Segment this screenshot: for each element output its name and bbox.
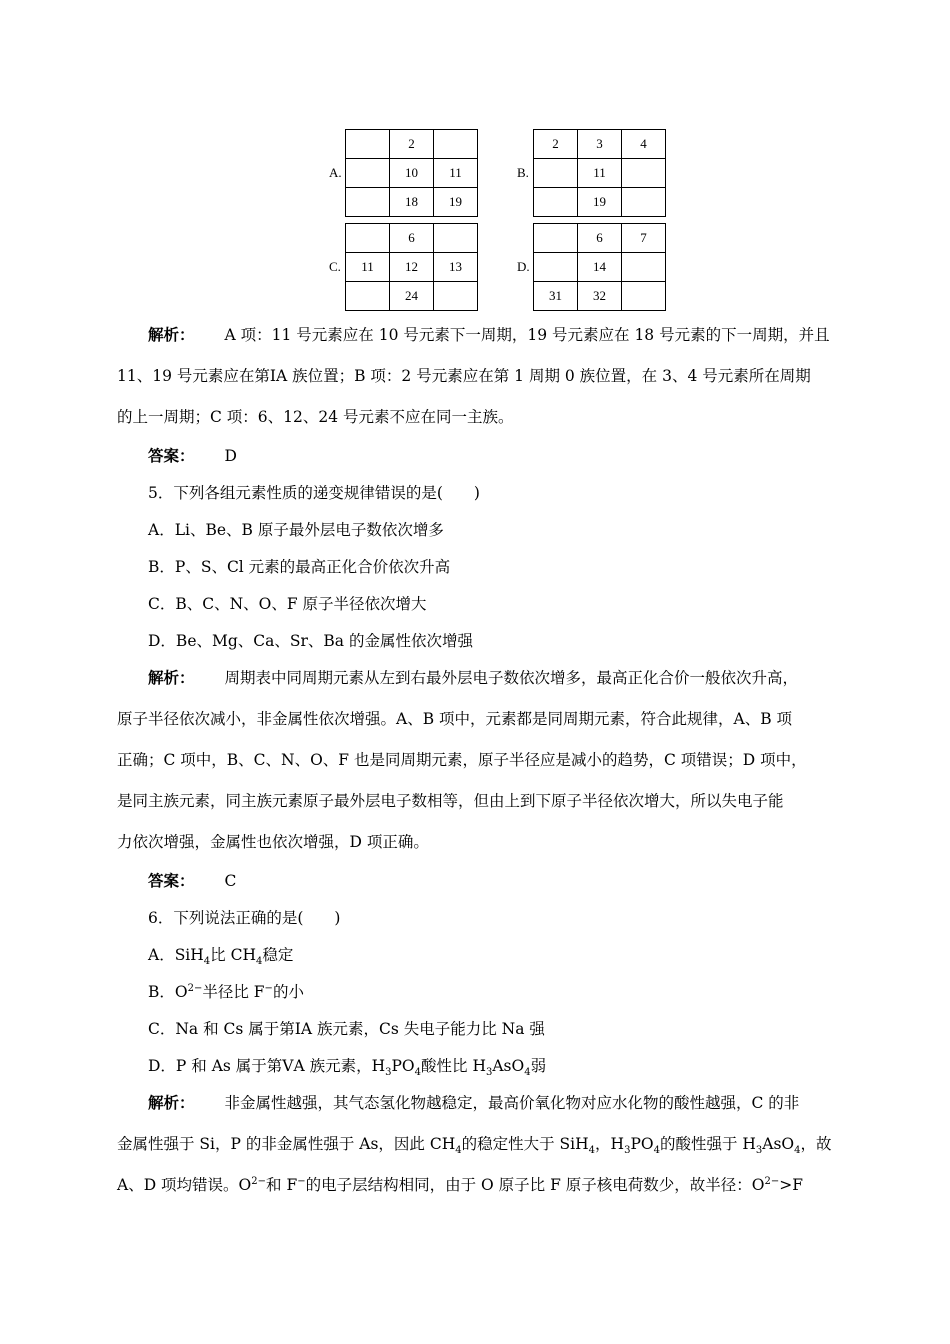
table-a-label: A.	[329, 165, 342, 180]
answer-label: 答案：	[148, 871, 195, 890]
table-cell: 24	[390, 282, 434, 311]
table-cell: 31	[534, 282, 578, 311]
table-b	[533, 129, 666, 217]
q6-analysis-line: 金属性强于 Si，P 的非金属性强于 As，因此 $CH_4$的稳定性大于 SiH$_4$，$H_3PO_4$的酸性强于 $H_3AsO_4$，故	[117, 1135, 832, 1157]
table-cell: 7	[622, 224, 666, 253]
table-cell	[622, 188, 666, 217]
table-cell: 2	[534, 130, 578, 159]
table-cell: 6	[578, 224, 622, 253]
table-cell	[622, 282, 666, 311]
table-row	[534, 159, 666, 188]
table-cell	[434, 282, 478, 311]
table-d	[533, 223, 666, 311]
table-cell: 11	[434, 159, 478, 188]
table-a	[345, 129, 478, 217]
table-cell: 6	[390, 224, 434, 253]
table-cell: 14	[578, 253, 622, 282]
table-row	[346, 282, 478, 311]
analysis-label: 解析：	[148, 1093, 195, 1112]
table-cell: 4	[622, 130, 666, 159]
table-b-label: B.	[517, 165, 529, 180]
table-row	[534, 188, 666, 217]
table-cell	[534, 188, 578, 217]
q5-stem: 5．下列各组元素性质的递变规律错误的是( )	[148, 484, 480, 502]
table-cell	[346, 130, 390, 159]
table-d-label: D.	[517, 259, 530, 274]
table-row	[346, 253, 478, 282]
q5-analysis-line: 力依次增强，金属性也依次增强，D 项正确。	[117, 833, 429, 851]
q4-analysis-line: 解析： A 项：11 号元素应在 10 号元素下一周期，19 号元素应在 18 号元素的下一周期，并且	[148, 325, 830, 344]
q5-analysis-line: 是同主族元素，同主族元素原子最外层电子数相等，但由上到下原子半径依次增大，所以失电子能	[117, 792, 784, 810]
table-row	[534, 282, 666, 311]
table-row	[534, 253, 666, 282]
table-c	[345, 223, 478, 311]
q5-answer-value: C	[224, 872, 237, 890]
analysis-label: 解析：	[148, 325, 195, 344]
table-row	[346, 159, 478, 188]
q5-option-c: C．B、C、N、O、F 原子半径依次增大	[148, 595, 427, 613]
table-cell	[534, 224, 578, 253]
table-cell: 19	[578, 188, 622, 217]
table-cell	[434, 224, 478, 253]
table-cell: 2	[390, 130, 434, 159]
table-cell: 12	[390, 253, 434, 282]
table-cell: 19	[434, 188, 478, 217]
table-cell	[534, 253, 578, 282]
table-cell: 11	[578, 159, 622, 188]
table-cell: 10	[390, 159, 434, 188]
q4-answer	[148, 446, 237, 466]
table-cell: 11	[346, 253, 390, 282]
q4-answer-value: D	[224, 447, 237, 465]
table-row	[346, 188, 478, 217]
analysis-label: 解析：	[148, 668, 195, 687]
table-row	[534, 130, 666, 159]
table-cell: 18	[390, 188, 434, 217]
q6-option-d: D．P 和 As 属于第ⅤA 族元素，$H_3PO_4$酸性比 $H_3AsO_4$弱	[148, 1057, 547, 1079]
table-row	[346, 224, 478, 253]
q6-analysis-line: 解析： 非金属性越强，其气态氢化物越稳定，最高价氧化物对应水化物的酸性越强，C 的非	[148, 1093, 800, 1112]
answer-label: 答案：	[148, 446, 195, 465]
q5-option-b: B．P、S、Cl 元素的最高正化合价依次升高	[148, 558, 451, 576]
table-cell: 32	[578, 282, 622, 311]
table-cell	[534, 159, 578, 188]
table-cell	[622, 253, 666, 282]
table-row	[534, 224, 666, 253]
q5-option-d: D．Be、Mg、Ca、Sr、Ba 的金属性依次增强	[148, 632, 473, 650]
q4-analysis-line: 的上一周期；C 项：6、12、24 号元素不应在同一主族。	[117, 408, 514, 426]
q6-option-c: C．Na 和 Cs 属于第ⅠA 族元素，Cs 失电子能力比 Na 强	[148, 1020, 545, 1038]
table-c-label: C.	[329, 259, 341, 274]
table-cell	[434, 130, 478, 159]
q6-option-b: B．$O^{2-}$半径比 F−的小	[148, 982, 304, 1001]
q6-analysis-line: A、D 项均错误。$O^{2-}$和 F−的电子层结构相同，由于 O 原子比 F 原子核电荷数少，故半径：$O^{2-}>F$	[117, 1175, 803, 1194]
q5-analysis-line: 正确；C 项中，B、C、N、O、F 也是同周期元素，原子半径应是减小的趋势，C 项错误；D 项中，	[117, 751, 807, 769]
table-cell	[346, 188, 390, 217]
q5-option-a: A．Li、Be、B 原子最外层电子数依次增多	[148, 521, 444, 539]
table-cell: 13	[434, 253, 478, 282]
q5-answer	[148, 871, 236, 891]
table-row	[346, 130, 478, 159]
table-cell	[622, 159, 666, 188]
q5-analysis-line: 原子半径依次减小，非金属性依次增强。A、B 项中，元素都是同周期元素，符合此规律，A、B 项	[117, 710, 793, 728]
q4-analysis-line: 11、19 号元素应在第ⅠA 族位置；B 项：2 号元素应在第 1 周期 0 族位置，在 3、4 号元素所在周期	[117, 367, 811, 385]
table-cell	[346, 282, 390, 311]
table-cell	[346, 224, 390, 253]
table-cell	[346, 159, 390, 188]
table-cell: 3	[578, 130, 622, 159]
q6-stem: 6．下列说法正确的是( )	[148, 909, 341, 927]
q5-analysis-line: 解析： 周期表中同周期元素从左到右最外层电子数依次增多，最高正化合价一般依次升高，	[148, 668, 799, 687]
q6-option-a: A．SiH$_4$比 $CH_4$稳定	[148, 946, 294, 968]
